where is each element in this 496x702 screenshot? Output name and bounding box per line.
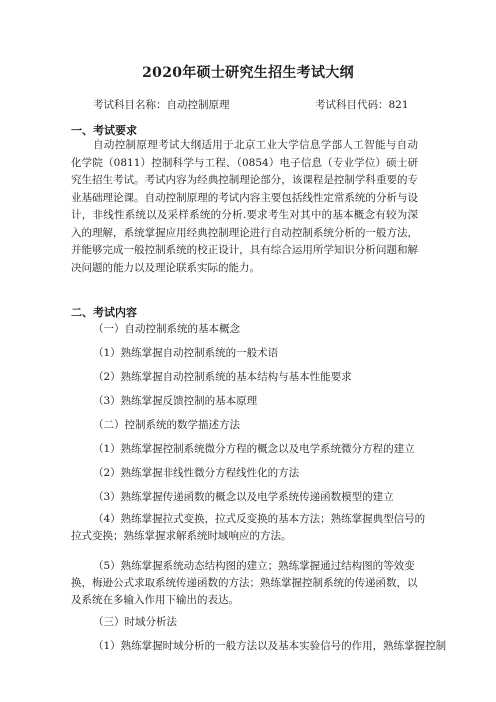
outline-item: （三）时域分析法 [93,616,177,628]
subject-info-row [93,97,423,112]
outline-item-wrapped: （5）熟练掌握系统动态结构图的建立；熟练掌握通过结构图的等效变换，梅逊公式求取系统传递函数的方法；熟练掌握控制系统的传递函数，以及系统在多输入作用下输出的表达。 [71,560,418,606]
outline-item: （3）熟练掌握传递函数的概念以及电学系统传递函数模型的建立 [93,491,394,503]
outline-item-wrapped: （4）熟练掌握拉式变换，拉式反变换的基本方法；熟练掌握典型信号的拉式变换；熟练掌握求解系统时域响应的方法。 [71,513,426,542]
outline-item: （一）自动控制系统的基本概念 [93,323,240,335]
requirements-paragraph: 自动控制原理考试大纲适用于北京工业大学信息学部人工智能与自动化学院（0811）控制科学与工程、（0854）电子信息（专业学位）硕士研究生招生考试。考试内容为经典控制理论部分，该课程是控制学科重要的专业基础理论课。自动控制原理的考试内容主要包括线性定常系统的分析与设计，非线性系统以及采样系统的分析.要求考生对其中的基本概念有较为深入的理解，系统掌握应用经典控制理论进行自动控制系统分析的一般方法，并能够完成一般控制系统的校正设计，具有综合运用所学知识分析问题和解决问题的能力以及理论联系实际的能力。 [71,139,418,274]
outline-item: （2）熟练掌握自动控制系统的基本结构与基本性能要求 [93,371,352,383]
subject-name: 考试科目名称：自动控制原理 [93,99,230,111]
outline-item: （二）控制系统的数学描述方法 [93,419,240,431]
section-heading-requirements: 一、考试要求 [71,124,137,137]
subject-code: 考试科目代码：821 [315,99,409,111]
outline-item: （2）熟练掌握非线性微分方程线性化的方法 [93,467,300,479]
section-heading-content: 二、考试内容 [71,306,137,319]
document-title: 2020年硕士研究生招生考试大纲 [142,65,354,81]
outline-item: （1）熟练掌握时域分析的一般方法以及基本实验信号的作用，熟练掌握控制 [93,640,447,652]
outline-item: （1）熟练掌握自动控制系统的一般术语 [93,347,279,359]
outline-item: （1）熟练掌握控制系统微分方程的概念以及电学系统微分方程的建立 [93,443,415,455]
outline-item: （3）熟练掌握反馈控制的基本原理 [93,395,258,407]
